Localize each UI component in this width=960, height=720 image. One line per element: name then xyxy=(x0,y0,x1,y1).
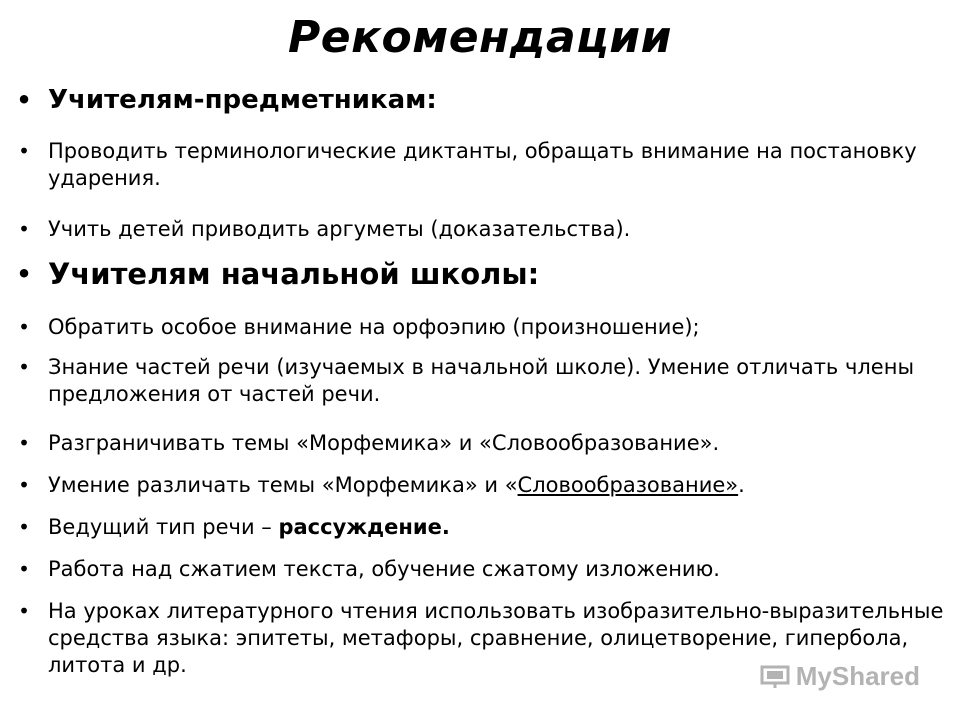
heading-text: Учителям начальной школы: xyxy=(48,257,540,291)
list-item-text: Разграничивать темы «Морфемика» и «Словообразование». xyxy=(48,431,720,455)
list-item-text-start: Ведущий тип речи – xyxy=(48,515,279,539)
list-item-text-start: Умение различать темы «Морфемика» и « xyxy=(48,473,518,497)
list-item-text: Обратить особое внимание на орфоэпию (произношение); xyxy=(48,315,700,339)
bullet-icon: • xyxy=(16,86,32,114)
projector-screen-icon xyxy=(760,665,790,689)
bullet-icon: • xyxy=(18,217,30,241)
list-item-text: Проводить терминологические диктанты, обращать внимание на постановку ударения. xyxy=(48,139,917,190)
list-item xyxy=(18,216,948,243)
list-item xyxy=(18,472,948,499)
bullet-icon: • xyxy=(18,139,30,163)
bold-term: рассуждение. xyxy=(278,515,450,539)
list-heading-primary-teachers xyxy=(16,256,948,292)
list-item xyxy=(18,514,948,541)
list-item xyxy=(18,430,948,457)
watermark-text: MyShared xyxy=(795,661,920,691)
heading-text: Учителям-предметникам: xyxy=(48,85,437,115)
underlined-term: Словообразование» xyxy=(517,473,739,497)
list-item-text: Учить детей приводить аргуметы (доказательства). xyxy=(48,217,631,241)
list-item xyxy=(18,354,948,408)
list-item-text-end: . xyxy=(738,473,745,497)
list-item-text: Работа над сжатием текста, обучение сжатому изложению. xyxy=(48,557,720,581)
list-item xyxy=(18,138,948,192)
bullet-icon: • xyxy=(18,315,30,339)
slide-title: Рекомендации xyxy=(288,12,672,63)
list-item xyxy=(18,556,948,583)
bullet-icon: • xyxy=(18,431,30,455)
list-heading-subject-teachers xyxy=(16,84,948,116)
list-item xyxy=(18,314,948,341)
list-item-text: На уроках литературного чтения использовать изобразительно-выразительные средства языка: эпитеты, метафоры, сравнение, олицетворение, гипербола, литота и др. xyxy=(48,599,944,677)
bullet-icon: • xyxy=(18,473,30,497)
bullet-icon: • xyxy=(18,355,30,379)
bullet-icon: • xyxy=(18,515,30,539)
bullet-icon: • xyxy=(18,557,30,581)
list-item-text: Знание частей речи (изучаемых в начальной школе). Умение отличать члены предложения от частей речи. xyxy=(48,355,915,406)
bullet-icon: • xyxy=(16,260,32,288)
watermark xyxy=(760,661,920,692)
bullet-icon: • xyxy=(18,599,30,623)
